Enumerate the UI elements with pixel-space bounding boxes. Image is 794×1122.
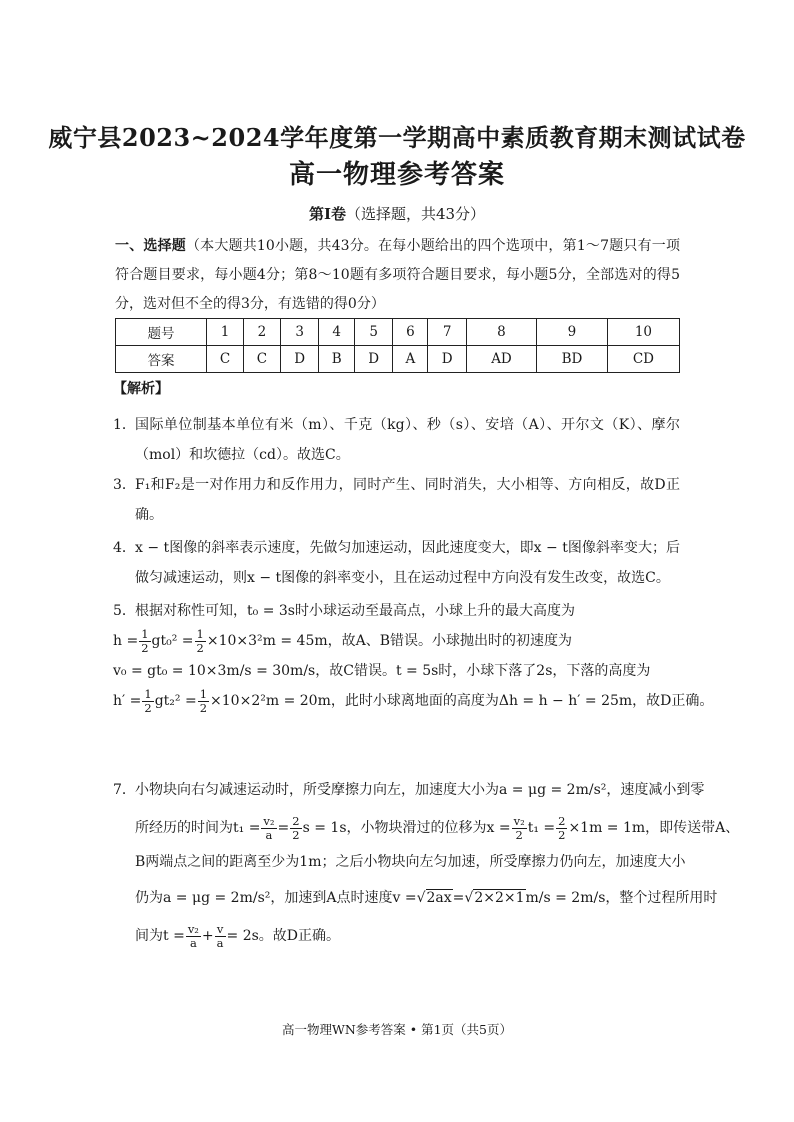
fraction xyxy=(186,923,201,950)
formula-text: 所经历的时间为t₁ = xyxy=(135,820,261,836)
sqrt-radicand: 2ax xyxy=(426,890,452,906)
answer-cell: D xyxy=(428,346,466,373)
fraction xyxy=(261,815,276,842)
question-number: 3 xyxy=(280,319,318,346)
choice-text: （本大题共10小题，共43分。在每小题给出的四个选项中，第1～7题只有一项符合题目要求，每小题4分；第8～10题有多项符合题目要求，每小题5分，全部选对的得5分，选对但不全的得3分，有选错的得0分） xyxy=(115,238,680,312)
formula-text: ×1m = 1m，即传送带A、 xyxy=(568,820,740,836)
formula-text: = xyxy=(277,820,290,836)
answer-cell: AD xyxy=(466,346,536,373)
exam-subtitle: 高一物理参考答案 xyxy=(288,160,505,190)
item-line: 小物块向右匀减速运动时，所受摩擦力向左，加速度大小为a = μg = 2m/s²，速度减小到零 xyxy=(135,782,705,798)
sqrt-symbol: √ xyxy=(416,890,426,906)
answer-cell: A xyxy=(393,346,428,373)
fraction-denominator: 2 xyxy=(515,827,523,842)
item-text: x − t图像的斜率表示速度，先做匀加速运动，因此速度变大，即x − t图像斜率变大；后做匀减速运动，则x − t图像的斜率变小，且在运动过程中方向没有发生改变，故选C。 xyxy=(135,540,680,586)
fraction-numerator: v₂ xyxy=(263,813,275,828)
fraction-denominator: 2 xyxy=(558,827,566,842)
analysis-item-7 xyxy=(113,775,740,951)
formula-text: s = 1s，小物块滑过的位移为x = xyxy=(302,820,511,836)
item-formula-line xyxy=(135,813,740,843)
question-number: 7 xyxy=(428,319,466,346)
item-formula-line xyxy=(113,686,714,716)
analysis-item-5 xyxy=(113,596,714,716)
analysis-label: 【解析】 xyxy=(113,381,169,397)
formula-text: = 2s。故D正确。 xyxy=(226,928,341,944)
item-number: 4． xyxy=(113,540,136,556)
fraction-numerator: 2 xyxy=(292,813,300,828)
fraction-denominator: 2 xyxy=(144,700,152,715)
formula-text: h = xyxy=(113,633,139,649)
item-number: 3． xyxy=(113,477,136,493)
analysis-item-1 xyxy=(113,410,680,470)
fraction xyxy=(139,628,150,655)
formula-text: = xyxy=(452,890,465,906)
fraction-denominator: 2 xyxy=(141,640,149,655)
item-formula-line xyxy=(135,883,718,913)
fraction-numerator: 1 xyxy=(141,626,149,641)
formula-text: 间为t = xyxy=(135,928,185,944)
answer-cell: C xyxy=(244,346,281,373)
answer-cell: D xyxy=(280,346,318,373)
item-text: F₁和F₂是一对作用力和反作用力，同时产生、同时消失，大小相等、方向相反，故D正确。 xyxy=(135,477,680,523)
answer-cell: D xyxy=(354,346,392,373)
item-number: 5． xyxy=(113,603,136,619)
fraction xyxy=(512,815,527,842)
fraction-denominator: 2 xyxy=(292,827,300,842)
formula-text: h′ = xyxy=(113,693,142,709)
section-heading xyxy=(0,203,794,224)
fraction-numerator: 2 xyxy=(558,813,566,828)
fraction xyxy=(215,923,226,950)
analysis-item-4 xyxy=(113,533,680,593)
sqrt-symbol: √ xyxy=(464,890,474,906)
question-number: 9 xyxy=(537,319,608,346)
fraction xyxy=(556,815,567,842)
analysis-item-3 xyxy=(113,470,680,530)
item-line: B两端点之间的距离至少为1m；之后小物块向左匀加速，所受摩擦力仍向左，加速度大小 xyxy=(135,854,686,870)
fraction-denominator: a xyxy=(265,827,273,842)
row-label-answer: 答案 xyxy=(116,346,207,373)
exam-title: 威宁县2023~2024学年度第一学期高中素质教育期末测试试卷 xyxy=(48,123,746,152)
fraction-numerator: v₂ xyxy=(187,921,199,936)
section-note: （选择题，共43分） xyxy=(345,205,486,223)
question-number: 2 xyxy=(244,319,281,346)
item-line: 根据对称性可知，t₀ = 3s时小球运动至最高点，小球上升的最大高度为 xyxy=(135,603,575,619)
item-number: 1． xyxy=(113,417,136,433)
answer-cell: BD xyxy=(537,346,608,373)
item-line: v₀ = gt₀ = 10×3m/s = 30m/s，故C错误。t = 5s时，小球下落了2s，下落的高度为 xyxy=(113,663,651,679)
formula-text: m/s = 2m/s，整个过程所用时 xyxy=(525,890,718,906)
fraction-numerator: v xyxy=(215,923,226,937)
table-row-numbers xyxy=(116,319,680,346)
fraction xyxy=(195,628,206,655)
row-label-number: 题号 xyxy=(116,319,207,346)
answer-cell: C xyxy=(207,346,244,373)
formula-text: t₁ = xyxy=(527,820,556,836)
formula-text: + xyxy=(201,928,214,944)
fraction-numerator: 1 xyxy=(199,686,208,701)
fraction-denominator: a xyxy=(189,935,197,950)
fraction-denominator: a xyxy=(216,935,224,950)
section-label: 第Ⅰ卷 xyxy=(308,205,346,223)
answer-cell: CD xyxy=(607,346,679,373)
question-number: 5 xyxy=(354,319,392,346)
table-row-answers xyxy=(116,346,680,373)
fraction-denominator: 2 xyxy=(196,640,204,655)
question-number: 6 xyxy=(393,319,428,346)
choice-instructions xyxy=(115,232,680,319)
fraction-numerator: 1 xyxy=(196,626,204,641)
formula-text: gt₀² = xyxy=(151,633,194,649)
fraction xyxy=(142,688,153,715)
question-number: 8 xyxy=(466,319,536,346)
formula-text: ×10×3²m = 45m，故A、B错误。小球抛出时的初速度为 xyxy=(206,633,573,649)
answer-table xyxy=(115,318,680,373)
fraction-numerator: v₂ xyxy=(513,813,525,828)
fraction xyxy=(290,815,301,842)
item-text xyxy=(113,596,714,716)
fraction xyxy=(198,688,209,715)
item-text: 国际单位制基本单位有米（m）、千克（kg）、秒（s）、安培（A）、开尔文（K）、摩尔（mol）和坎德拉（cd）。故选C。 xyxy=(135,417,680,463)
item-number: 7． xyxy=(113,782,136,798)
formula-text: ×10×2²m = 20m，此时小球离地面的高度为Δh = h − h′ = 25m，故D正确。 xyxy=(210,693,714,709)
question-number: 1 xyxy=(207,319,244,346)
formula-text: 仍为a = μg = 2m/s²，加速到A点时速度v = xyxy=(135,890,417,906)
item-formula-line xyxy=(135,921,680,951)
item-text xyxy=(135,775,740,951)
answer-cell: B xyxy=(319,346,355,373)
sqrt-radicand: 2×2×1 xyxy=(474,890,525,906)
question-number: 4 xyxy=(319,319,355,346)
item-formula-line xyxy=(113,626,680,656)
choice-label: 一、选择题 xyxy=(115,238,186,254)
formula-text: gt₂² = xyxy=(154,693,197,709)
fraction-numerator: 1 xyxy=(144,686,152,701)
page-footer: 高一物理WN参考答案 • 第1页（共5页） xyxy=(281,1022,512,1037)
question-number: 10 xyxy=(607,319,679,346)
fraction-denominator: 2 xyxy=(199,700,208,715)
